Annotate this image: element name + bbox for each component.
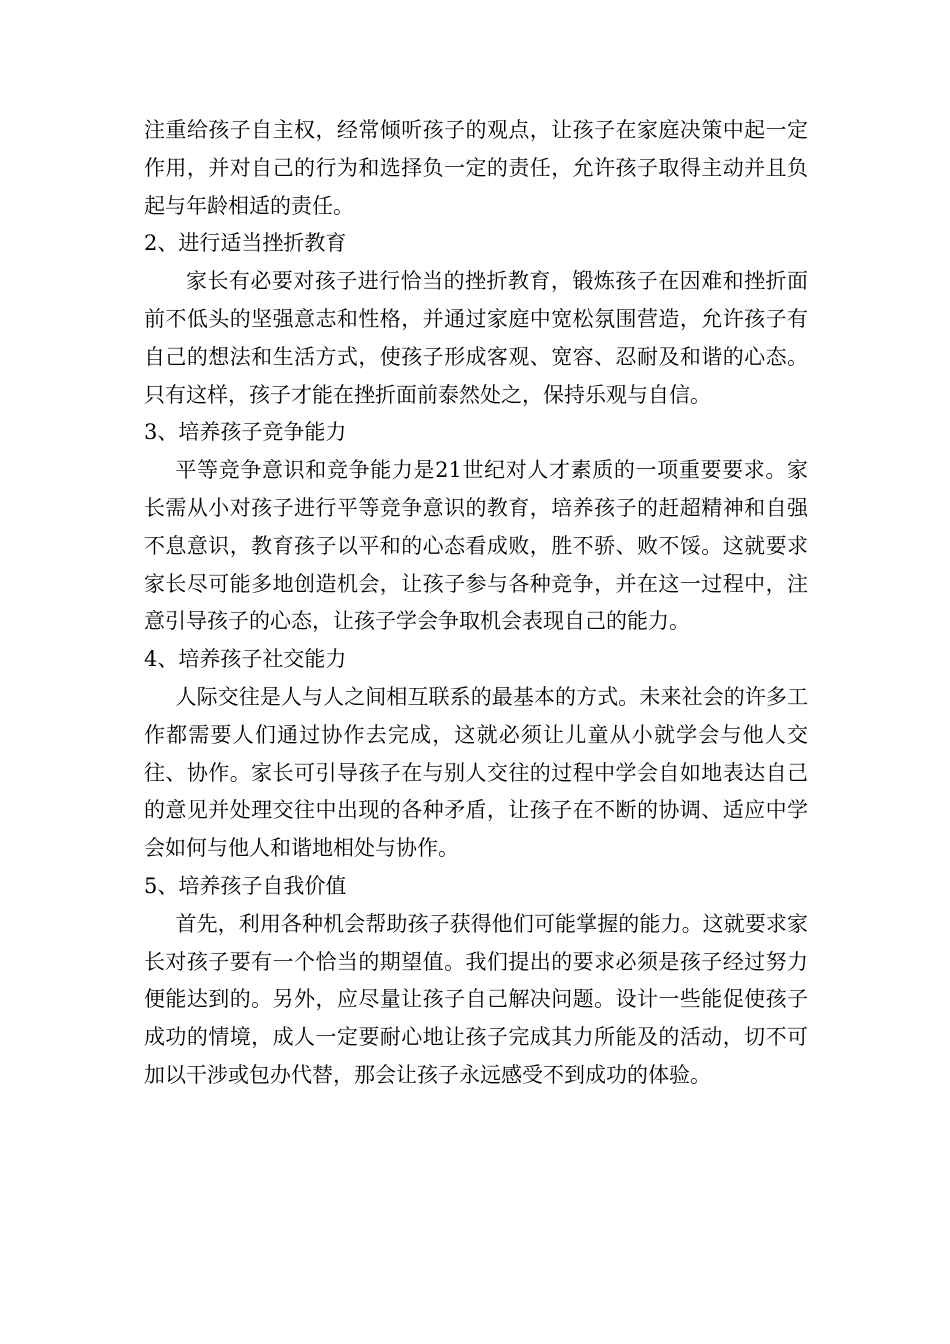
paragraph-self-worth: 首先，利用各种机会帮助孩子获得他们可能掌握的能力。这就要求家长对孩子要有一个恰当的期望值。我们提出的要求必须是孩子经过努力便能达到的。另外，应尽量让孩子自己解决问题。设计一些能促使孩子成功的情境，成人一定要耐心地让孩子完成其力所能及的活动，切不可加以干涉或包办代替，那会让孩子永远感受不到成功的体验。	[144, 911, 808, 1087]
section-heading-self-worth: 5、培养孩子自我价值	[144, 873, 347, 898]
section-heading-competition: 3、培养孩子竞争能力	[144, 420, 347, 445]
section-heading-frustration: 2、进行适当挫折教育	[144, 231, 347, 256]
paragraph-autonomy: 注重给孩子自主权，经常倾听孩子的观点，让孩子在家庭决策中起一定作用，并对自己的行为和选择负一定的责任，允许孩子取得主动并且负起与年龄相适的责任。	[144, 118, 808, 218]
section-heading-social: 4、培养孩子社交能力	[144, 647, 347, 672]
paragraph-frustration: 家长有必要对孩子进行恰当的挫折教育，锻炼孩子在因难和挫折面前不低头的坚强意志和性格，并通过家庭中宽松氛围营造，允许孩子有自己的想法和生活方式，使孩子形成客观、宽容、忍耐及和谐的心态。只有这样，孩子才能在挫折面前泰然处之，保持乐观与自信。	[144, 269, 808, 407]
document-body	[144, 112, 808, 1095]
paragraph-social: 人际交往是人与人之间相互联系的最基本的方式。未来社会的许多工作都需要人们通过协作去完成，这就必须让儿童从小就学会与他人交往、协作。家长可引导孩子在与别人交往的过程中学会自如地表达自己的意见并处理交往中出现的各种矛盾，让孩子在不断的协调、适应中学会如何与他人和谐地相处与协作。	[144, 684, 808, 861]
paragraph-competition: 平等竞争意识和竞争能力是21世纪对人才素质的一项重要要求。家长需从小对孩子进行平等竞争意识的教育，培养孩子的赶超精神和自强不息意识，教育孩子以平和的心态看成败，胜不骄、败不馁。这就要求家长尽可能多地创造机会，让孩子参与各种竞争，并在这一过程中，注意引导孩子的心态，让孩子学会争取机会表现自己的能力。	[144, 458, 808, 634]
